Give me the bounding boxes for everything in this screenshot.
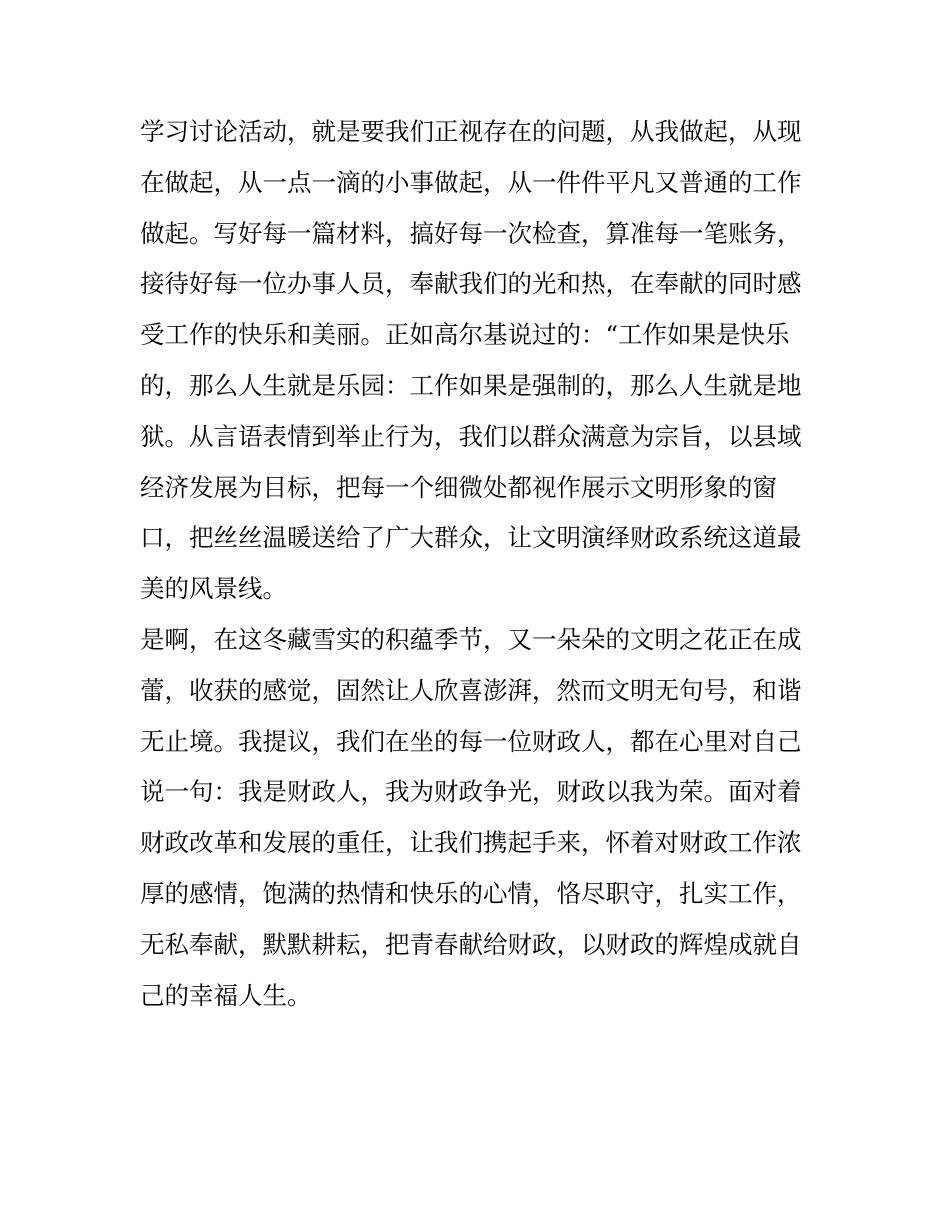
- text-line: 在做起，从一点一滴的小事做起，从一件件平凡又普通的工作: [140, 167, 802, 197]
- document-body: [140, 107, 820, 1021]
- text-line: 美的风景线。: [140, 574, 287, 604]
- text-line: 无止境。我提议，我们在坐的每一位财政人，都在心里对自己: [140, 726, 802, 756]
- text-line: 接待好每一位办事人员，奉献我们的光和热，在奉献的同时感: [140, 269, 802, 299]
- text-line: 受工作的快乐和美丽。正如高尔基说过的：“工作如果是快乐: [140, 320, 790, 350]
- text-line: 是啊，在这冬藏雪实的积蕴季节，又一朵朵的文明之花正在成: [140, 624, 802, 654]
- text-line: 学习讨论活动，就是要我们正视存在的问题，从我做起，从现: [140, 117, 802, 146]
- text-line: 说一句：我是财政人，我为财政争光，财政以我为荣。面对着: [140, 777, 802, 807]
- text-line: 财政改革和发展的重任，让我们携起手来，怀着对财政工作浓: [140, 828, 802, 858]
- text-line: 厚的感情，饱满的热情和快乐的心情，恪尽职守，扎实工作，: [140, 878, 802, 908]
- text-line: 蕾，收获的感觉，固然让人欣喜澎湃，然而文明无句号，和谐: [140, 675, 802, 705]
- text-line: 经济发展为目标，把每一个细微处都视作展示文明形象的窗: [140, 472, 777, 502]
- text-line: 己的幸福人生。: [140, 980, 312, 1010]
- text-line: 做起。写好每一篇材料，搞好每一次检查，算准每一笔账务，: [140, 218, 802, 248]
- paragraph-1: [140, 107, 820, 615]
- text-line: 无私奉献，默默耕耘，把青春献给财政，以财政的辉煌成就自: [140, 929, 802, 959]
- paragraph-2: [140, 615, 820, 1021]
- text-line: 的，那么人生就是乐园：工作如果是强制的，那么人生就是地: [140, 370, 802, 400]
- text-line: 口，把丝丝温暖送给了广大群众，让文明演绎财政系统这道最: [140, 523, 802, 553]
- text-line: 狱。从言语表情到举止行为，我们以群众满意为宗旨，以县域: [140, 421, 802, 451]
